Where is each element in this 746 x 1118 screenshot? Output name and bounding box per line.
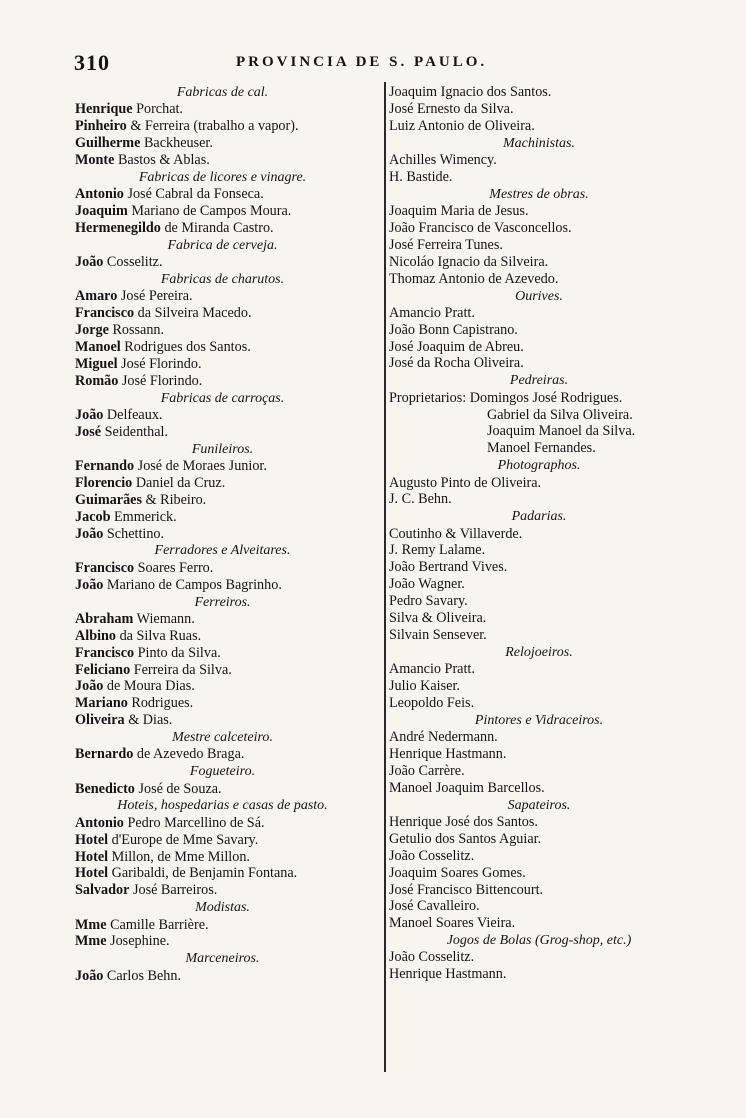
entry-lead-name: João [75, 254, 104, 271]
directory-entry [75, 968, 370, 985]
directory-entry: Manoel Soares Vieira. [389, 915, 516, 932]
directory-entry: João Carrère. [389, 762, 465, 779]
directory-entry: José Cavalleiro. [389, 898, 480, 915]
directory-entry: J. Remy Lalame. [389, 542, 486, 559]
directory-entry: Joaquim Manoel da Silva. [487, 423, 636, 440]
entry-lead-name: Henrique [75, 101, 133, 118]
directory-entry: João Wagner. [389, 576, 465, 593]
directory-entry [75, 356, 370, 373]
directory-entry: Luiz Antonio de Oliveira. [389, 117, 535, 134]
section-heading: Marceneiros. [185, 951, 260, 967]
section-heading: Pintores e Vidraceiros. [474, 712, 604, 728]
entry-lead-name: Jacob [75, 508, 111, 525]
entry-rest: Cosselitz. [103, 254, 163, 271]
running-head: PROVINCIA DE S. PAULO. [236, 54, 488, 70]
entry-lead-name: Benedicto [75, 780, 135, 797]
entry-rest: Backheuser. [140, 135, 213, 152]
directory-entry [75, 373, 370, 390]
entry-lead-name: João [75, 678, 104, 695]
directory-entry [75, 645, 370, 662]
section-heading: Mestres de obras. [489, 186, 589, 202]
directory-entry: João Bonn Capistrano. [389, 321, 518, 338]
entry-lead-name: Francisco [75, 305, 135, 322]
directory-entry: Augusto Pinto de Oliveira. [389, 474, 542, 491]
right-column [389, 84, 689, 983]
entry-lead-name: Bernardo [75, 746, 134, 763]
directory-entry [75, 152, 370, 169]
entry-rest: da Silveira Macedo. [134, 305, 252, 322]
directory-entry [75, 475, 370, 492]
entry-lead-name: Abraham [75, 610, 134, 627]
entry-rest: & Ribeiro. [142, 491, 207, 508]
entry-lead-name: Francisco [75, 644, 135, 661]
directory-entry: João Cosselitz. [389, 949, 475, 966]
directory-entry: Thomaz Antonio de Azevedo. [389, 270, 559, 287]
directory-entry [75, 695, 370, 712]
entry-rest: d'Europe de Mme Savary. [108, 831, 259, 848]
directory-entry: Achilles Wimency. [389, 151, 497, 168]
directory-entry [75, 509, 370, 526]
directory-entry: João Bertrand Vives. [389, 559, 508, 576]
entry-rest: de Miranda Castro. [160, 219, 274, 236]
entry-lead-name: José [75, 423, 102, 440]
directory-entry: Julio Kaiser. [389, 678, 460, 695]
entry-lead-name: Albino [75, 627, 117, 644]
entry-rest: Garibaldi, de Benjamin Fontana. [108, 865, 298, 882]
directory-entry [75, 492, 370, 509]
entry-lead-name: Mme [75, 933, 107, 950]
directory-entry [75, 611, 370, 628]
directory-entry: Henrique José dos Santos. [389, 813, 538, 830]
entry-rest: Pedro Marcellino de Sá. [123, 814, 265, 831]
entry-rest: Rossann. [108, 322, 165, 339]
entry-lead-name: Romão [75, 372, 119, 389]
directory-entry: Henrique Hastmann. [389, 745, 507, 762]
directory-entry [75, 424, 370, 441]
section-heading: Pedreiras. [509, 373, 569, 389]
entry-lead-name: Hotel [75, 848, 109, 865]
entry-rest: da Silva Ruas. [116, 627, 202, 644]
directory-entry [75, 186, 370, 203]
entry-lead-name: Hotel [75, 865, 109, 882]
entry-lead-name: Pinheiro [75, 118, 127, 135]
entry-rest: Ferreira da Silva. [130, 661, 232, 678]
directory-entry: Joaquim Maria de Jesus. [389, 203, 529, 220]
entry-rest: Josephine. [106, 933, 170, 950]
directory-entry: H. Bastide. [389, 168, 453, 185]
directory-entry [75, 118, 370, 135]
directory-entry: Joaquim Ignacio dos Santos. [389, 84, 552, 100]
entry-lead-name: Florencio [75, 474, 133, 491]
section-heading: Jogos de Bolas (Grog-shop, etc.) [446, 933, 632, 949]
section-heading: Fogueteiro. [189, 764, 256, 780]
directory-entry: José da Rocha Oliveira. [389, 355, 524, 372]
entry-rest: Mariano de Campos Bagrinho. [103, 576, 282, 593]
section-heading: Relojoeiros. [505, 644, 573, 660]
entry-lead-name: João [75, 576, 104, 593]
directory-entry: Silvain Sensever. [389, 626, 487, 643]
entry-rest: Wiemann. [133, 610, 195, 627]
entry-lead-name: Hermenegildo [75, 219, 161, 236]
entry-rest: José Barreiros. [129, 882, 218, 899]
directory-entry: José Ernesto da Silva. [389, 100, 514, 117]
entry-rest: Emmerick. [110, 508, 177, 525]
directory-entry: José Joaquim de Abreu. [389, 338, 524, 355]
entry-lead-name: Miguel [75, 355, 118, 372]
section-heading: Fabricas de cal. [176, 85, 269, 100]
entry-lead-name: João [75, 525, 104, 542]
directory-entry [75, 135, 370, 152]
directory-entry [75, 678, 370, 695]
directory-entry [75, 305, 370, 322]
directory-entry [75, 815, 370, 832]
directory-entry [75, 322, 370, 339]
entry-lead-name: Amaro [75, 288, 118, 305]
directory-entry [75, 933, 370, 950]
directory-entry: José Francisco Bittencourt. [389, 881, 544, 898]
directory-entry: José Ferreira Tunes. [389, 236, 503, 253]
directory-entry: Amancio Pratt. [389, 661, 475, 678]
directory-entry [75, 526, 370, 543]
entry-lead-name: Mariano [75, 695, 128, 712]
directory-entry: Amancio Pratt. [389, 304, 475, 321]
entry-rest: Schettino. [103, 525, 165, 542]
entry-rest: Soares Ferro. [134, 559, 214, 576]
entry-lead-name: Manoel [75, 338, 121, 355]
entry-lead-name: Joaquim [75, 203, 128, 220]
directory-entry [75, 917, 370, 934]
column-divider [384, 82, 386, 1072]
entry-lead-name: Oliveira [75, 712, 125, 729]
entry-rest: Daniel da Cruz. [132, 474, 226, 491]
entry-rest: & Dias. [124, 712, 173, 729]
entry-lead-name: Monte [75, 151, 115, 168]
entry-lead-name: Guilherme [75, 135, 141, 152]
directory-entry: Pedro Savary. [389, 593, 468, 610]
directory-entry [75, 662, 370, 679]
directory-entry [75, 712, 370, 729]
entry-rest: Camille Barrière. [106, 916, 209, 933]
directory-entry: Manoel Fernandes. [487, 440, 596, 457]
entry-rest: Mariano de Campos Moura. [127, 203, 292, 220]
entry-lead-name: Hotel [75, 831, 109, 848]
directory-entry: Henrique Hastmann. [389, 966, 507, 983]
section-heading: Fabricas de carroças. [160, 390, 285, 406]
entry-rest: José Pereira. [117, 288, 193, 305]
entry-lead-name: Francisco [75, 559, 135, 576]
entry-rest: Delfeaux. [103, 406, 163, 423]
left-column [75, 84, 370, 984]
entry-lead-name: João [75, 967, 104, 984]
directory-entry [75, 746, 370, 763]
section-heading: Machinistas. [503, 135, 575, 151]
directory-entry: André Nedermann. [389, 729, 498, 746]
section-heading: Ferradores e Alveitares. [154, 543, 291, 559]
entry-lead-name: Jorge [75, 322, 109, 339]
directory-entry: Joaquim Soares Gomes. [389, 864, 526, 881]
directory-entry: J. C. Behn. [389, 491, 452, 508]
entry-lead-name: Antonio [75, 814, 124, 831]
directory-entry: João Cosselitz. [389, 847, 475, 864]
directory-entry: João Francisco de Vasconcellos. [389, 219, 572, 236]
entry-rest: Seidenthal. [101, 423, 168, 440]
entry-lead-name: Antonio [75, 186, 124, 203]
directory-entry [75, 254, 370, 271]
directory-entry [75, 407, 370, 424]
directory-entry [75, 781, 370, 798]
section-heading: Fabrica de cerveja. [167, 237, 278, 253]
directory-entry: Coutinho & Villaverde. [389, 525, 523, 542]
entry-lead-name: João [75, 406, 104, 423]
entry-rest: de Azevedo Braga. [133, 746, 245, 763]
section-heading: Photographos. [497, 458, 581, 474]
directory-entry [75, 832, 370, 849]
entry-lead-name: Fernando [75, 458, 135, 475]
directory-entry [75, 220, 370, 237]
directory-entry: Silva & Oliveira. [389, 610, 487, 627]
section-heading: Padarias. [511, 509, 567, 525]
section-heading: Mestre calceteiro. [172, 730, 273, 746]
directory-entry [75, 882, 370, 899]
directory-entry [75, 203, 370, 220]
entry-lead-name: Feliciano [75, 661, 131, 678]
directory-entry: Proprietarios: Domingos José Rodrigues. [389, 389, 623, 406]
directory-entry [75, 458, 370, 475]
section-heading: Ferreiros. [194, 594, 251, 610]
entry-rest: José de Moraes Junior. [134, 458, 267, 475]
entry-rest: José Florindo. [118, 372, 203, 389]
entry-rest: de Moura Dias. [103, 678, 195, 695]
directory-entry: Getulio dos Santos Aguiar. [389, 830, 542, 847]
entry-rest: Bastos & Ablas. [114, 151, 210, 168]
entry-rest: Millon, de Mme Millon. [108, 848, 250, 865]
section-heading: Ourives. [515, 288, 563, 304]
entry-rest: José Florindo. [117, 355, 202, 372]
directory-entry [75, 288, 370, 305]
page-number: 310 [74, 50, 110, 75]
section-heading: Fabricas de licores e vinagre. [138, 169, 307, 185]
directory-entry [75, 849, 370, 866]
entry-rest: Pinto da Silva. [134, 644, 221, 661]
directory-entry [75, 339, 370, 356]
entry-lead-name: Salvador [75, 882, 130, 899]
entry-rest: José Cabral da Fonseca. [123, 186, 264, 203]
section-heading: Funileiros. [191, 441, 254, 457]
directory-entry [75, 101, 370, 118]
section-heading: Sapateiros. [507, 797, 571, 813]
entry-lead-name: Mme [75, 916, 107, 933]
entry-rest: José de Souza. [134, 780, 222, 797]
entry-rest: Rodrigues dos Santos. [120, 338, 251, 355]
directory-entry: Nicoláo Ignacio da Silveira. [389, 253, 549, 270]
directory-entry: Manoel Joaquim Barcellos. [389, 779, 545, 796]
directory-entry [75, 865, 370, 882]
directory-entry [75, 628, 370, 645]
entry-rest: Porchat. [132, 101, 183, 118]
entry-rest: & Ferreira (trabalho a vapor). [126, 118, 299, 135]
entry-rest: Rodrigues. [127, 695, 194, 712]
directory-entry [75, 560, 370, 577]
entry-lead-name: Guimarães [75, 491, 142, 508]
directory-entry: Gabriel da Silva Oliveira. [487, 406, 633, 423]
directory-entry: Leopoldo Feis. [389, 694, 475, 711]
section-heading: Modistas. [195, 900, 250, 916]
section-heading: Fabricas de charutos. [160, 272, 285, 288]
directory-entry [75, 577, 370, 594]
entry-rest: Carlos Behn. [103, 967, 182, 984]
section-heading: Hoteis, hospedarias e casas de pasto. [117, 798, 328, 814]
